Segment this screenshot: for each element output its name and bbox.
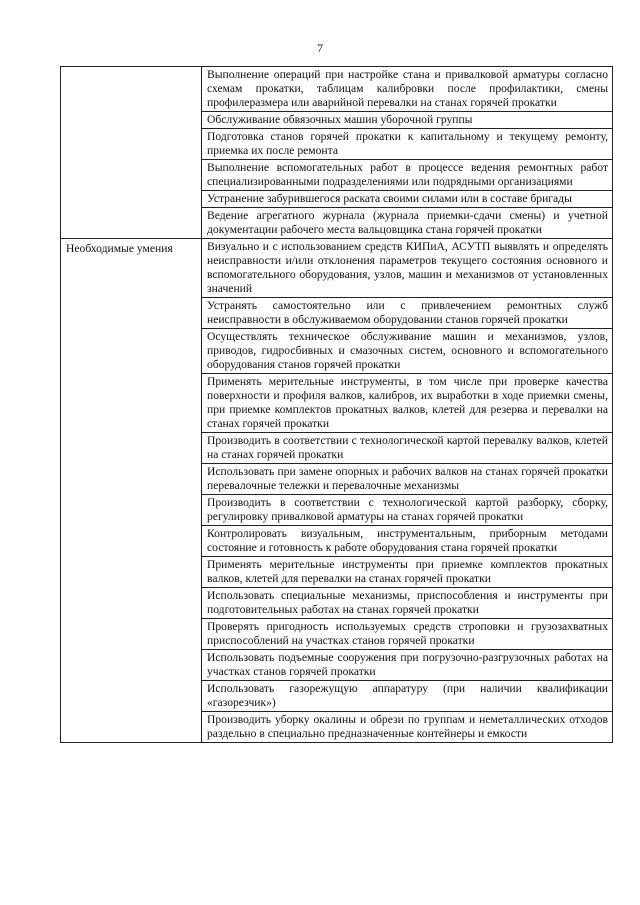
list-item: Производить в соответствии с технологической картой разборку, сборку, регулировку привалковой арматуры на станах горячей прокатки (202, 495, 612, 526)
section-items-cell (202, 67, 613, 239)
list-item: Выполнение операций при настройке стана и привалковой арматуры согласно схемам прокатки, таблицам калибровки после профилактики, смены профилеразмера или аварийной перевалки на станах горячей прокатки (202, 67, 612, 112)
section-label-cell (61, 67, 202, 239)
list-item: Использовать при замене опорных и рабочих валков на станах горячей прокатки перевалочные тележки и перевалочные механизмы (202, 464, 612, 495)
list-item: Визуально и с использованием средств КИПиА, АСУТП выявлять и определять неисправности и/или отклонения параметров текущего состояния основного и вспомогательного оборудования, узлов, машин и механизмов от установленных значений (202, 239, 612, 298)
list-item: Устранять самостоятельно или с привлечением ремонтных служб неисправности в обслуживаемом оборудовании станов горячей прокатки (202, 298, 612, 329)
table-section-row (61, 67, 613, 239)
list-item: Применять мерительные инструменты при приемке комплектов прокатных валков, клетей для перевалки на станах горячей прокатки (202, 557, 612, 588)
list-item: Использовать специальные механизмы, приспособления и инструменты при подготовительных работах на станах горячей прокатки (202, 588, 612, 619)
list-item: Выполнение вспомогательных работ в процессе ведения ремонтных работ специализированными подразделениями или подрядными организациями (202, 160, 612, 191)
competency-table (60, 66, 613, 743)
list-item: Применять мерительные инструменты, в том числе при проверке качества поверхности и профиля валков, калибров, их выработки в ходе приемки смены, при приемке комплектов прокатных валков, клетей для резерва и перевалки на станах горячей прокатки (202, 374, 612, 433)
list-item: Обслуживание обвязочных машин уборочной группы (202, 112, 612, 129)
section-label (61, 67, 201, 70)
section-label-cell (61, 239, 202, 743)
list-item: Использовать подъемные сооружения при погрузочно-разгрузочных работах на участках станов горячей прокатки (202, 650, 612, 681)
list-item: Использовать газорежущую аппаратуру (при наличии квалификации «газорезчик») (202, 681, 612, 712)
list-item: Ведение агрегатного журнала (журнала приемки-сдачи смены) и учетной документации рабочего места вальцовщика стана горячей прокатки (207, 209, 608, 236)
list-item: Подготовка станов горячей прокатки к капитальному и текущему ремонту, приемка их после ремонта (202, 129, 612, 160)
list-item: Проверять пригодность используемых средств строповки и грузозахватных приспособлений на участках станов горячей прокатки (202, 619, 612, 650)
section-label: Необходимые умения (66, 242, 173, 255)
list-item: Устранение забурившегося раската своими силами или в составе бригады (202, 191, 612, 208)
list-item: Контролировать визуальным, инструментальным, приборным методами состояние и готовность к работе оборудования стана горячей прокатки (202, 526, 612, 557)
list-item: Производить в соответствии с технологической картой перевалку валков, клетей на станах горячей прокатки (202, 433, 612, 464)
list-item: Производить уборку окалины и обрези по группам и неметаллических отходов раздельно в специально предназначенные контейнеры и емкости (207, 713, 608, 740)
list-item: Осуществлять техническое обслуживание машин и механизмов, узлов, приводов, гидросбивных и смазочных систем, основного и вспомогательного оборудования станов горячей прокатки (202, 329, 612, 374)
table-section-row (61, 239, 613, 743)
page-number: 7 (317, 41, 323, 55)
section-items-cell (202, 239, 613, 743)
